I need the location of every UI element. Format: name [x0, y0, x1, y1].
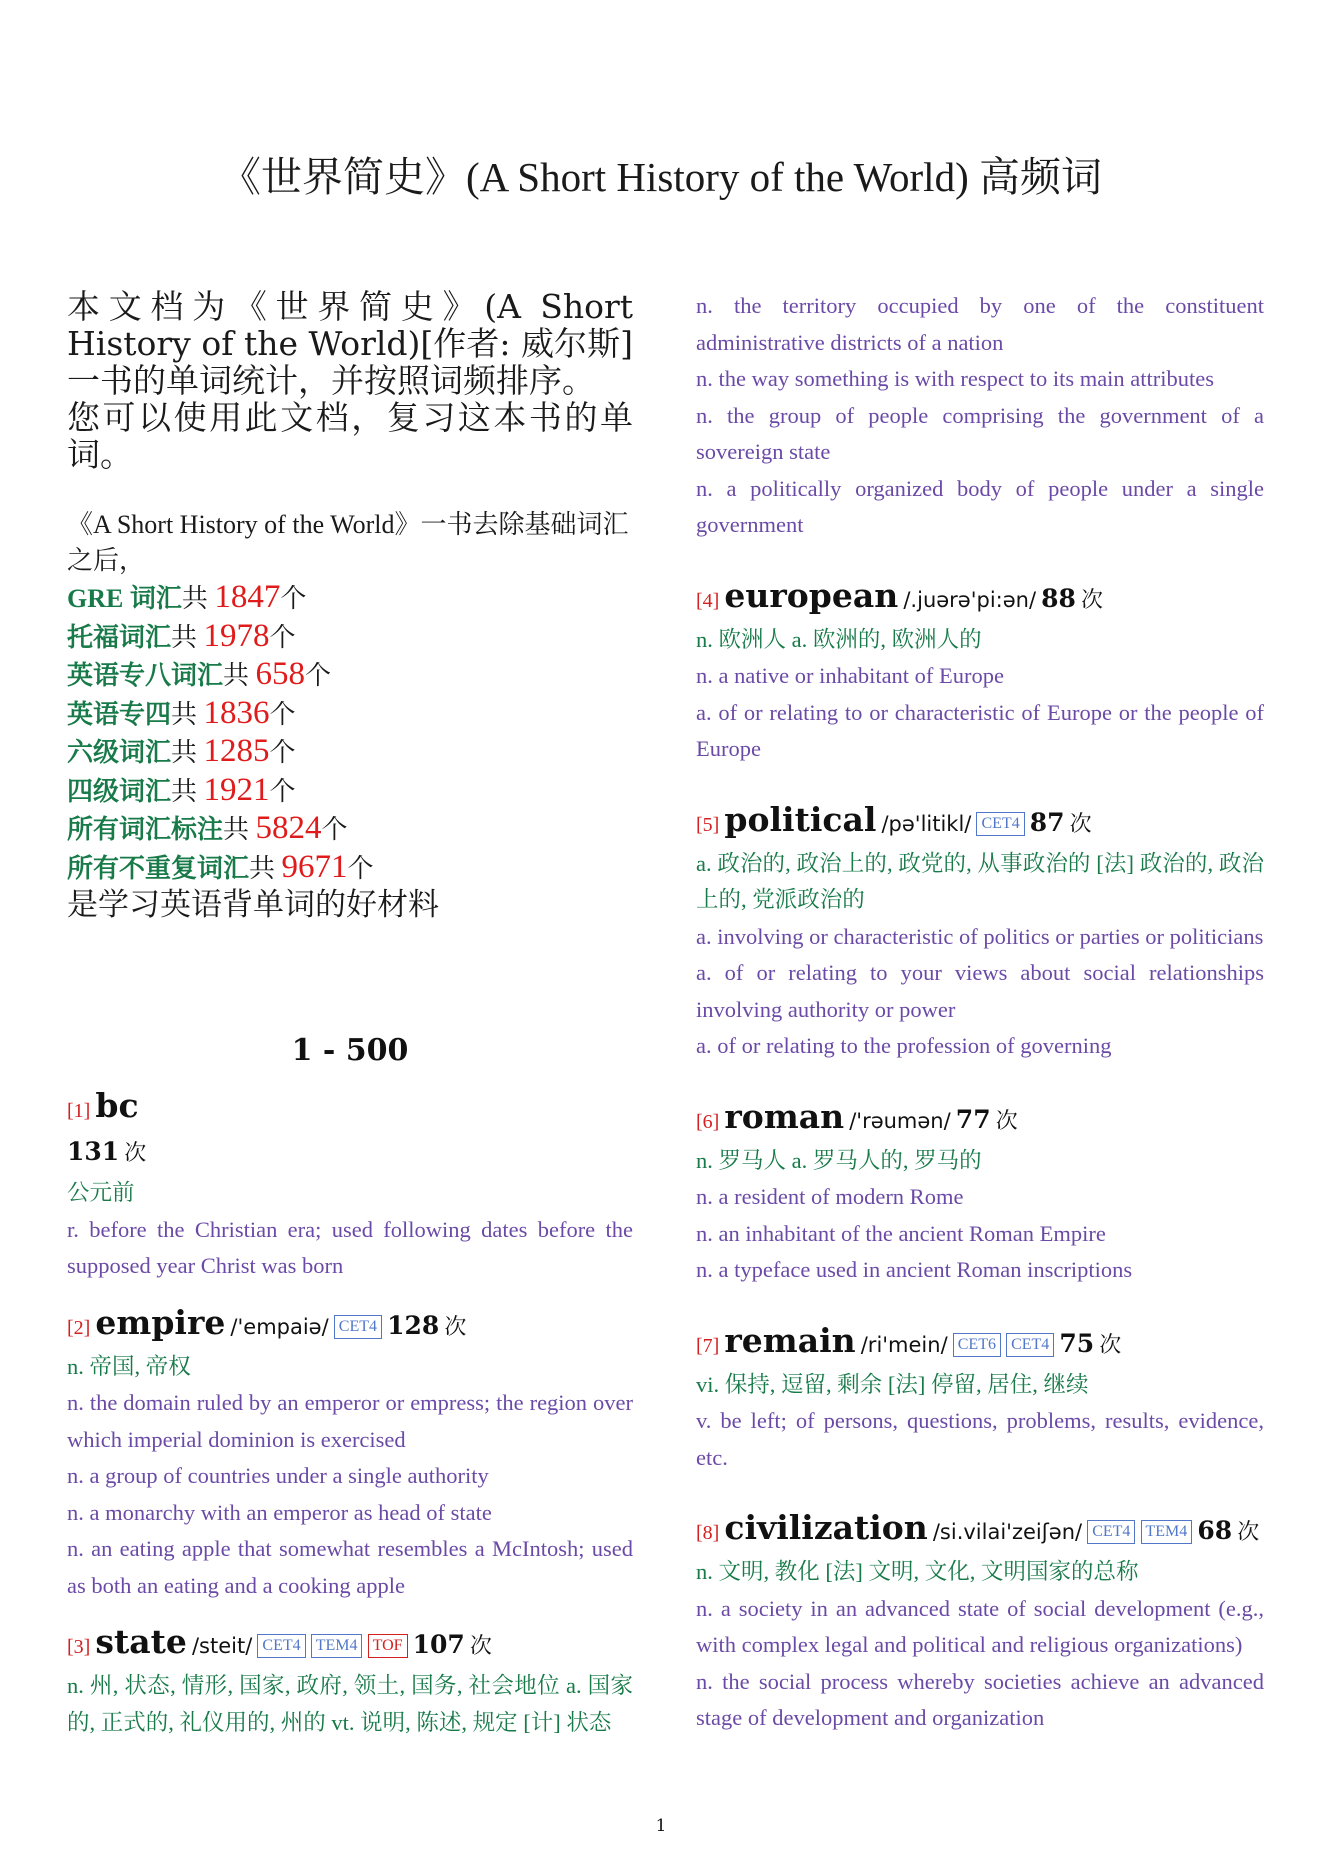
word-entry [696, 1321, 1264, 1477]
entry-definition: n. an inhabitant of the ancient Roman Empire [696, 1220, 1106, 1246]
stat-unit: 个 [280, 584, 307, 613]
page-number: 1 [655, 1816, 667, 1836]
stat-label: 所有不重复词汇 [67, 853, 250, 883]
stat-line [67, 695, 633, 734]
left-entry-list [67, 1086, 633, 1741]
word-entry [67, 1303, 633, 1605]
right-column [696, 288, 1264, 1737]
intro-paragraph: 本文档为《世界简史》(A Short History of the World)[作者: 威尔斯] 一书的单词统计，并按照词频排序。 您可以使用此文档，复习这本书的单词。 [67, 287, 633, 474]
entry-definition: n. the way something is with respect to its main attributes [696, 366, 1215, 391]
level-tag: CET4 [976, 812, 1024, 836]
entry-times: 次 [1069, 811, 1092, 837]
entry-index: [7] [696, 1334, 720, 1357]
entry-index: [8] [696, 1522, 720, 1544]
stat-unit: 个 [269, 622, 296, 652]
stat-line [67, 656, 633, 695]
entry-count: 131 [67, 1137, 120, 1166]
entry-definition: a. involving or characteristic of politics or parties or politicians [696, 923, 1264, 949]
entry-word: bc [95, 1086, 139, 1125]
entry-chinese-definition: 公元前 [67, 1180, 135, 1205]
word-entry [67, 1622, 633, 1741]
entry-index: [4] [696, 589, 720, 612]
entry-headline [696, 1508, 1264, 1554]
entry-word: roman [724, 1096, 845, 1136]
entry-definition: a. of or relating to your views about social relationships involving authority or power [696, 960, 1264, 1022]
entry-phonetic: /pə'litikl/ [881, 811, 972, 836]
entry-count: 77 [955, 1104, 991, 1134]
entry-phonetic: /steit/ [191, 1634, 253, 1658]
entry-chinese-definition: n. 罗马人 a. 罗马人的, 罗马的 [696, 1147, 982, 1173]
entry-phonetic: /'rəumən/ [849, 1108, 951, 1133]
entry-times: 次 [1237, 1520, 1260, 1545]
stat-count: 9671 [281, 848, 348, 885]
level-tag: TEM4 [1141, 1520, 1193, 1544]
stat-count: 658 [255, 656, 306, 692]
entry-definition: n. the domain ruled by an emperor or empress; the region over which imperial dominion is exercised [67, 1390, 633, 1452]
stat-unit: 个 [347, 853, 374, 883]
stat-mid: 共 [249, 853, 282, 883]
word-entry [696, 800, 1264, 1065]
entry-count: 88 [1041, 583, 1076, 613]
entry-index: [1] [67, 1100, 91, 1122]
level-tag: CET6 [953, 1333, 1001, 1357]
entry-chinese-definition: n. 欧洲人 a. 欧洲的, 欧洲人的 [696, 626, 982, 652]
entry-times: 次 [444, 1314, 467, 1340]
level-tag: TEM4 [311, 1634, 363, 1658]
entry-times: 次 [995, 1108, 1018, 1134]
entry-definition: n. a native or inhabitant of Europe [696, 663, 1005, 688]
stat-mid: 共 [171, 776, 204, 806]
section-heading: 1 - 500 [291, 1033, 409, 1068]
stat-label: 所有词汇标注 [67, 815, 224, 844]
entry-count: 128 [387, 1310, 440, 1340]
entry-chinese-definition: n. 帝国, 帝权 [67, 1353, 191, 1379]
stat-mid: 共 [181, 584, 215, 613]
stat-line [67, 810, 633, 849]
stat-count: 1847 [214, 579, 281, 615]
stat-label: 英语专八词汇 [67, 661, 224, 690]
entry-definition: a. of or relating to the profession of governing [696, 1033, 1112, 1058]
stat-line [67, 733, 633, 772]
entry-phonetic: /.juərə'pi:ən/ [903, 587, 1037, 612]
word-entry [696, 288, 1264, 544]
stat-unit: 个 [321, 815, 348, 844]
entry-definition: n. a resident of modern Rome [696, 1184, 964, 1209]
entry-word: civilization [724, 1508, 928, 1547]
stats-list [67, 579, 633, 887]
entry-chinese-definition: a. 政治的, 政治上的, 政党的, 从事政治的 [法] 政治的, 政治上的, 党派政治的 [696, 850, 1264, 912]
entry-definition: n. the group of people comprising the government of a sovereign state [696, 402, 1264, 464]
stat-unit: 个 [305, 661, 332, 690]
stat-unit: 个 [269, 738, 296, 767]
entry-count-line [67, 1132, 633, 1175]
entry-definition: n. the social process whereby societies achieve an advanced stage of development and organization [696, 1668, 1264, 1730]
level-tag: CET4 [334, 1315, 382, 1339]
entry-index: [3] [67, 1636, 91, 1658]
entry-phonetic: /ri'mein/ [860, 1332, 948, 1357]
stat-mid: 共 [171, 699, 204, 729]
entry-definition: a. of or relating to or characteristic of Europe or the people of Europe [696, 699, 1264, 761]
entry-word: european [724, 575, 899, 615]
entry-headline [696, 1321, 1264, 1367]
stat-unit: 个 [269, 776, 296, 806]
entry-definition: n. the territory occupied by one of the constituent administrative districts of a nation [696, 293, 1264, 355]
entry-definition: n. an eating apple that somewhat resembles a McIntosh; used as both an eating and a cooking apple [67, 1536, 633, 1598]
entry-definition: v. be left; of persons, questions, problems, results, evidence, etc. [696, 1408, 1264, 1470]
stat-count: 5824 [255, 810, 322, 846]
stat-label: 托福词汇 [67, 622, 172, 652]
right-entry-list [696, 288, 1264, 1737]
stats-intro: 《A Short History of the World》一书去除基础词汇之后， [67, 510, 629, 575]
entry-definition: r. before the Christian era; used following dates before the supposed year Christ was born [67, 1216, 633, 1278]
entry-headline [67, 1086, 633, 1132]
stat-label: 英语专四 [67, 699, 172, 729]
entry-word: remain [724, 1320, 856, 1360]
word-entry [696, 1508, 1264, 1737]
entry-index: [5] [696, 813, 720, 836]
stat-label: GRE 词汇 [67, 584, 182, 613]
entry-times: 次 [1099, 1332, 1122, 1358]
entry-phonetic: /'empaiə/ [230, 1314, 329, 1339]
stat-mid: 共 [171, 738, 204, 767]
stat-label: 四级词汇 [67, 776, 172, 806]
entry-headline [696, 576, 1264, 622]
entry-count: 75 [1059, 1328, 1095, 1358]
stat-count: 1285 [203, 733, 270, 769]
entry-count: 87 [1029, 807, 1065, 837]
entry-count: 68 [1197, 1516, 1233, 1545]
entry-definition: n. a group of countries under a single authority [67, 1463, 489, 1488]
entry-definition: n. a society in an advanced state of social development (e.g., with complex legal and political and religious organizations) [696, 1595, 1264, 1657]
stat-count: 1836 [203, 694, 270, 731]
stat-mid: 共 [223, 815, 256, 844]
entry-chinese-definition: vi. 保持, 逗留, 剩余 [法] 停留, 居住, 继续 [696, 1371, 1089, 1397]
level-tag: CET4 [257, 1634, 305, 1658]
word-entry [696, 1097, 1264, 1289]
entry-times: 次 [469, 1634, 492, 1659]
stat-line [67, 618, 633, 657]
entry-count: 107 [412, 1630, 465, 1659]
page-title: 《世界简史》(A Short History of the World) 高频词 [220, 154, 1102, 200]
stat-line [67, 579, 633, 618]
entry-headline [696, 1097, 1264, 1143]
entry-chinese-definition: n. 州, 状态, 情形, 国家, 政府, 领土, 国务, 社会地位 a. 国家的, 正式的, 礼仪用的, 州的 vt. 说明, 陈述, 规定 [计] 状态 [67, 1673, 633, 1735]
entry-index: [2] [67, 1316, 91, 1339]
entry-times: 次 [124, 1141, 147, 1166]
entry-headline [696, 800, 1264, 846]
entry-word: political [724, 799, 877, 839]
entry-phonetic: /si.vilai'zeiʃən/ [932, 1520, 1083, 1544]
stat-line [67, 849, 633, 888]
entry-definition: n. a monarchy with an emperor as head of state [67, 1499, 492, 1525]
level-tag: TOF [368, 1634, 408, 1658]
entry-definition: n. a politically organized body of people under a single government [696, 475, 1264, 537]
stat-count: 1921 [203, 771, 270, 808]
stat-unit: 个 [269, 699, 296, 729]
entry-word: state [95, 1622, 187, 1661]
level-tag: CET4 [1006, 1333, 1054, 1357]
entry-times: 次 [1081, 587, 1104, 613]
word-entry [696, 576, 1264, 768]
stat-line [67, 772, 633, 811]
entry-chinese-definition: n. 文明, 教化 [法] 文明, 文化, 文明国家的总称 [696, 1559, 1139, 1584]
stats-closing: 是学习英语背单词的好材料 [67, 887, 439, 923]
word-entry [67, 1086, 633, 1285]
level-tag: CET4 [1087, 1520, 1135, 1544]
left-column [67, 288, 633, 1741]
entry-headline [67, 1622, 633, 1668]
stat-mid: 共 [223, 661, 256, 690]
entry-word: empire [95, 1302, 226, 1342]
entry-index: [6] [696, 1110, 720, 1133]
stat-mid: 共 [171, 622, 204, 652]
entry-definition: n. a typeface used in ancient Roman inscriptions [696, 1257, 1133, 1282]
stat-count: 1978 [203, 617, 270, 654]
stat-label: 六级词汇 [67, 738, 172, 767]
entry-headline [67, 1303, 633, 1349]
